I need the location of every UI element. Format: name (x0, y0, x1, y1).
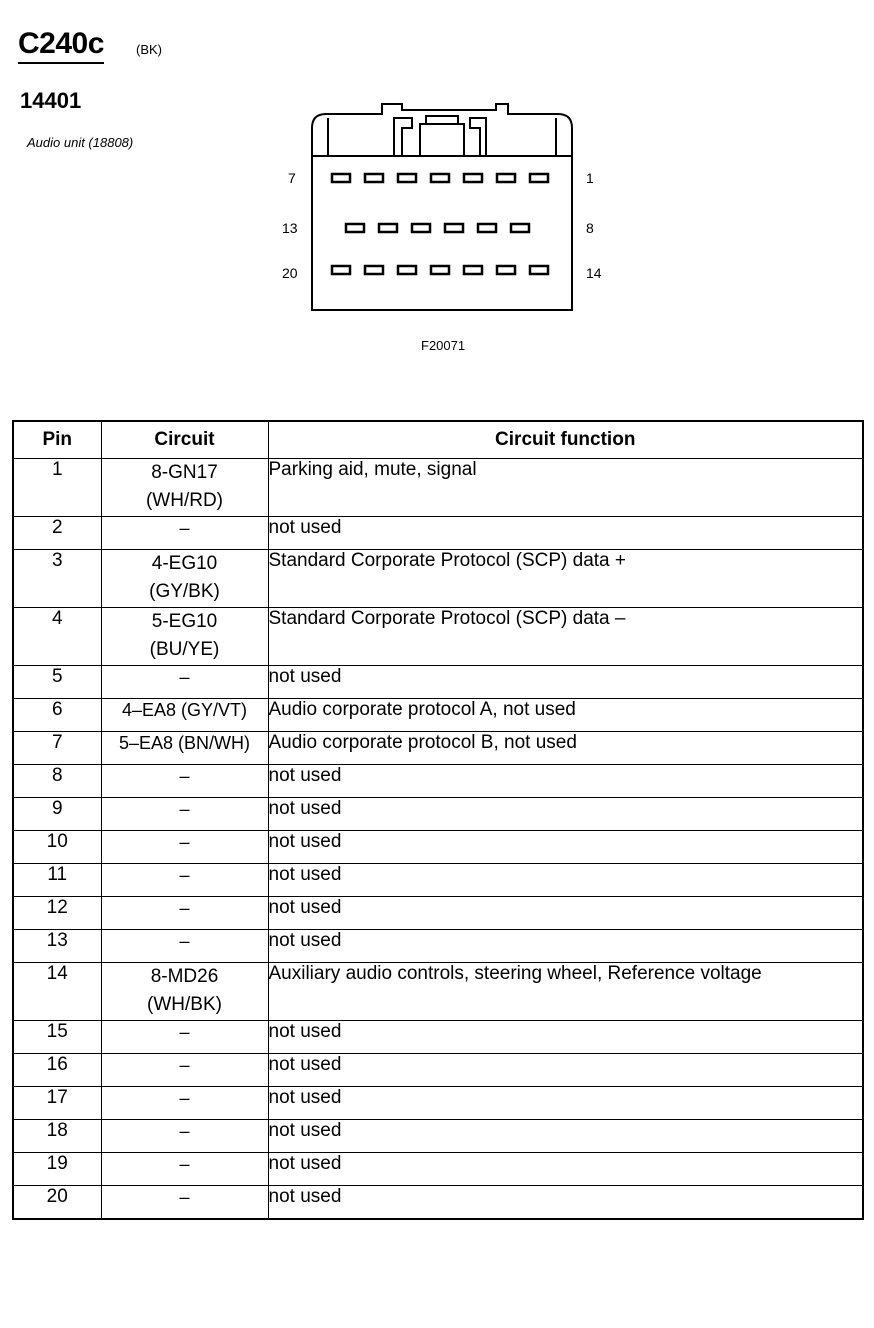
table-row (13, 897, 863, 930)
pin-slot (365, 266, 383, 274)
circuit-cell (101, 1054, 268, 1087)
table-row (13, 1054, 863, 1087)
pin-number: 1 (13, 459, 101, 517)
pin-slot (445, 224, 463, 232)
circuit-id: 8-GN17 (151, 462, 218, 483)
pin-slot (530, 266, 548, 274)
circuit-function: not used (268, 666, 863, 699)
pin-slot (365, 174, 383, 182)
pin-number: 13 (13, 930, 101, 963)
circuit-cell (101, 1120, 268, 1153)
table-row (13, 1021, 863, 1054)
circuit-function: Auxiliary audio controls, steering wheel, Reference voltage (268, 963, 863, 1021)
pin-slot (346, 224, 364, 232)
connector-face-diagram (276, 98, 616, 318)
table-row (13, 1087, 863, 1120)
circuit-function: not used (268, 517, 863, 550)
circuit-function: not used (268, 1153, 863, 1186)
connector-id: C240c (18, 26, 104, 64)
pin-slot (530, 174, 548, 182)
circuit-id: – (179, 1022, 190, 1042)
circuit-function: not used (268, 897, 863, 930)
pin-slot (511, 224, 529, 232)
circuit-id: – (179, 1121, 190, 1141)
circuit-cell (101, 897, 268, 930)
pin-number: 20 (13, 1186, 101, 1220)
circuit-function: Parking aid, mute, signal (268, 459, 863, 517)
connector-latch (394, 118, 412, 156)
pin-slot (464, 174, 482, 182)
circuit-wire-color: (BU/YE) (149, 639, 220, 660)
pin-label-20: 20 (282, 265, 298, 281)
circuit-id: – (179, 865, 190, 885)
circuit-id: – (179, 1187, 190, 1207)
table-row (13, 765, 863, 798)
figure-reference: F20071 (421, 338, 466, 353)
header-function: Circuit function (268, 421, 863, 459)
pin-slot (332, 174, 350, 182)
circuit-wire-color: (WH/BK) (147, 994, 222, 1015)
circuit-id: – (179, 518, 190, 538)
circuit-wire-color: (WH/RD) (145, 490, 224, 511)
pin-slot (398, 174, 416, 182)
pin-label-13: 13 (282, 220, 298, 236)
pin-slot (497, 174, 515, 182)
circuit-id: – (179, 667, 190, 687)
circuit-cell (101, 517, 268, 550)
circuit-cell (101, 699, 268, 732)
table-row (13, 459, 863, 517)
pin-number: 17 (13, 1087, 101, 1120)
circuit-id: 5–EA8 (BN/WH) (118, 733, 251, 753)
pin-number: 18 (13, 1120, 101, 1153)
circuit-function: not used (268, 1021, 863, 1054)
pin-number: 16 (13, 1054, 101, 1087)
pin-slot (431, 174, 449, 182)
circuit-function: Audio corporate protocol A, not used (268, 699, 863, 732)
circuit-cell (101, 550, 268, 608)
pin-slot (431, 266, 449, 274)
circuit-cell (101, 732, 268, 765)
table-row (13, 699, 863, 732)
header-circuit: Circuit (101, 421, 268, 459)
circuit-function: Standard Corporate Protocol (SCP) data + (268, 550, 863, 608)
pin-slot (478, 224, 496, 232)
circuit-cell (101, 930, 268, 963)
circuit-function: not used (268, 1186, 863, 1220)
pin-slot (412, 224, 430, 232)
pin-number: 3 (13, 550, 101, 608)
header-pin: Pin (13, 421, 101, 459)
circuit-cell (101, 459, 268, 517)
circuit-id: – (179, 898, 190, 918)
pin-slot (379, 224, 397, 232)
circuit-wire-color: (GY/BK) (149, 581, 220, 602)
circuit-function: not used (268, 831, 863, 864)
pin-number: 8 (13, 765, 101, 798)
circuit-id: – (179, 766, 190, 786)
pin-number: 6 (13, 699, 101, 732)
pin-label-1: 1 (586, 170, 594, 186)
circuit-cell (101, 831, 268, 864)
circuit-cell (101, 608, 268, 666)
circuit-id: – (179, 1055, 190, 1075)
circuit-id: 5-EG10 (151, 611, 218, 632)
pin-number: 5 (13, 666, 101, 699)
pin-number: 9 (13, 798, 101, 831)
circuit-id: – (179, 1088, 190, 1108)
pin-number: 7 (13, 732, 101, 765)
table-row (13, 798, 863, 831)
circuit-cell (101, 1087, 268, 1120)
pin-slot (398, 266, 416, 274)
circuit-cell (101, 798, 268, 831)
table-row (13, 608, 863, 666)
pin-label-8: 8 (586, 220, 594, 236)
pin-label-14: 14 (586, 265, 602, 281)
pin-slot (332, 266, 350, 274)
latch-tab (420, 124, 464, 156)
table-row (13, 1186, 863, 1220)
circuit-function: not used (268, 765, 863, 798)
circuit-function: not used (268, 1054, 863, 1087)
circuit-id: 8-MD26 (150, 966, 219, 987)
circuit-function: not used (268, 930, 863, 963)
circuit-function: not used (268, 798, 863, 831)
circuit-cell (101, 1153, 268, 1186)
pin-table (12, 420, 864, 1220)
table-row (13, 1120, 863, 1153)
connector-color: (BK) (136, 42, 162, 57)
table-row (13, 517, 863, 550)
circuit-cell (101, 666, 268, 699)
circuit-id: – (179, 1154, 190, 1174)
pin-number: 15 (13, 1021, 101, 1054)
circuit-cell (101, 864, 268, 897)
circuit-cell (101, 1021, 268, 1054)
circuit-id: – (179, 832, 190, 852)
pin-number: 2 (13, 517, 101, 550)
part-number: 14401 (20, 88, 82, 113)
circuit-cell (101, 963, 268, 1021)
component-description: Audio unit (18808) (27, 135, 134, 150)
pin-slot (497, 266, 515, 274)
circuit-function: Standard Corporate Protocol (SCP) data – (268, 608, 863, 666)
pin-number: 12 (13, 897, 101, 930)
table-row (13, 666, 863, 699)
pin-number: 10 (13, 831, 101, 864)
table-row (13, 1153, 863, 1186)
circuit-function: Audio corporate protocol B, not used (268, 732, 863, 765)
connector-shell (312, 104, 572, 156)
table-row (13, 864, 863, 897)
circuit-id: 4–EA8 (GY/VT) (121, 700, 248, 720)
circuit-id: 4-EG10 (151, 553, 218, 574)
circuit-function: not used (268, 1087, 863, 1120)
circuit-function: not used (268, 864, 863, 897)
pin-number: 19 (13, 1153, 101, 1186)
circuit-function: not used (268, 1120, 863, 1153)
table-row (13, 963, 863, 1021)
pin-number: 14 (13, 963, 101, 1021)
pin-number: 4 (13, 608, 101, 666)
pin-label-7: 7 (288, 170, 296, 186)
circuit-id: – (179, 931, 190, 951)
circuit-cell (101, 765, 268, 798)
table-row (13, 930, 863, 963)
pin-slot (464, 266, 482, 274)
pin-number: 11 (13, 864, 101, 897)
table-row (13, 831, 863, 864)
table-header-row (13, 421, 863, 459)
table-row (13, 550, 863, 608)
circuit-cell (101, 1186, 268, 1220)
table-row (13, 732, 863, 765)
circuit-id: – (179, 799, 190, 819)
